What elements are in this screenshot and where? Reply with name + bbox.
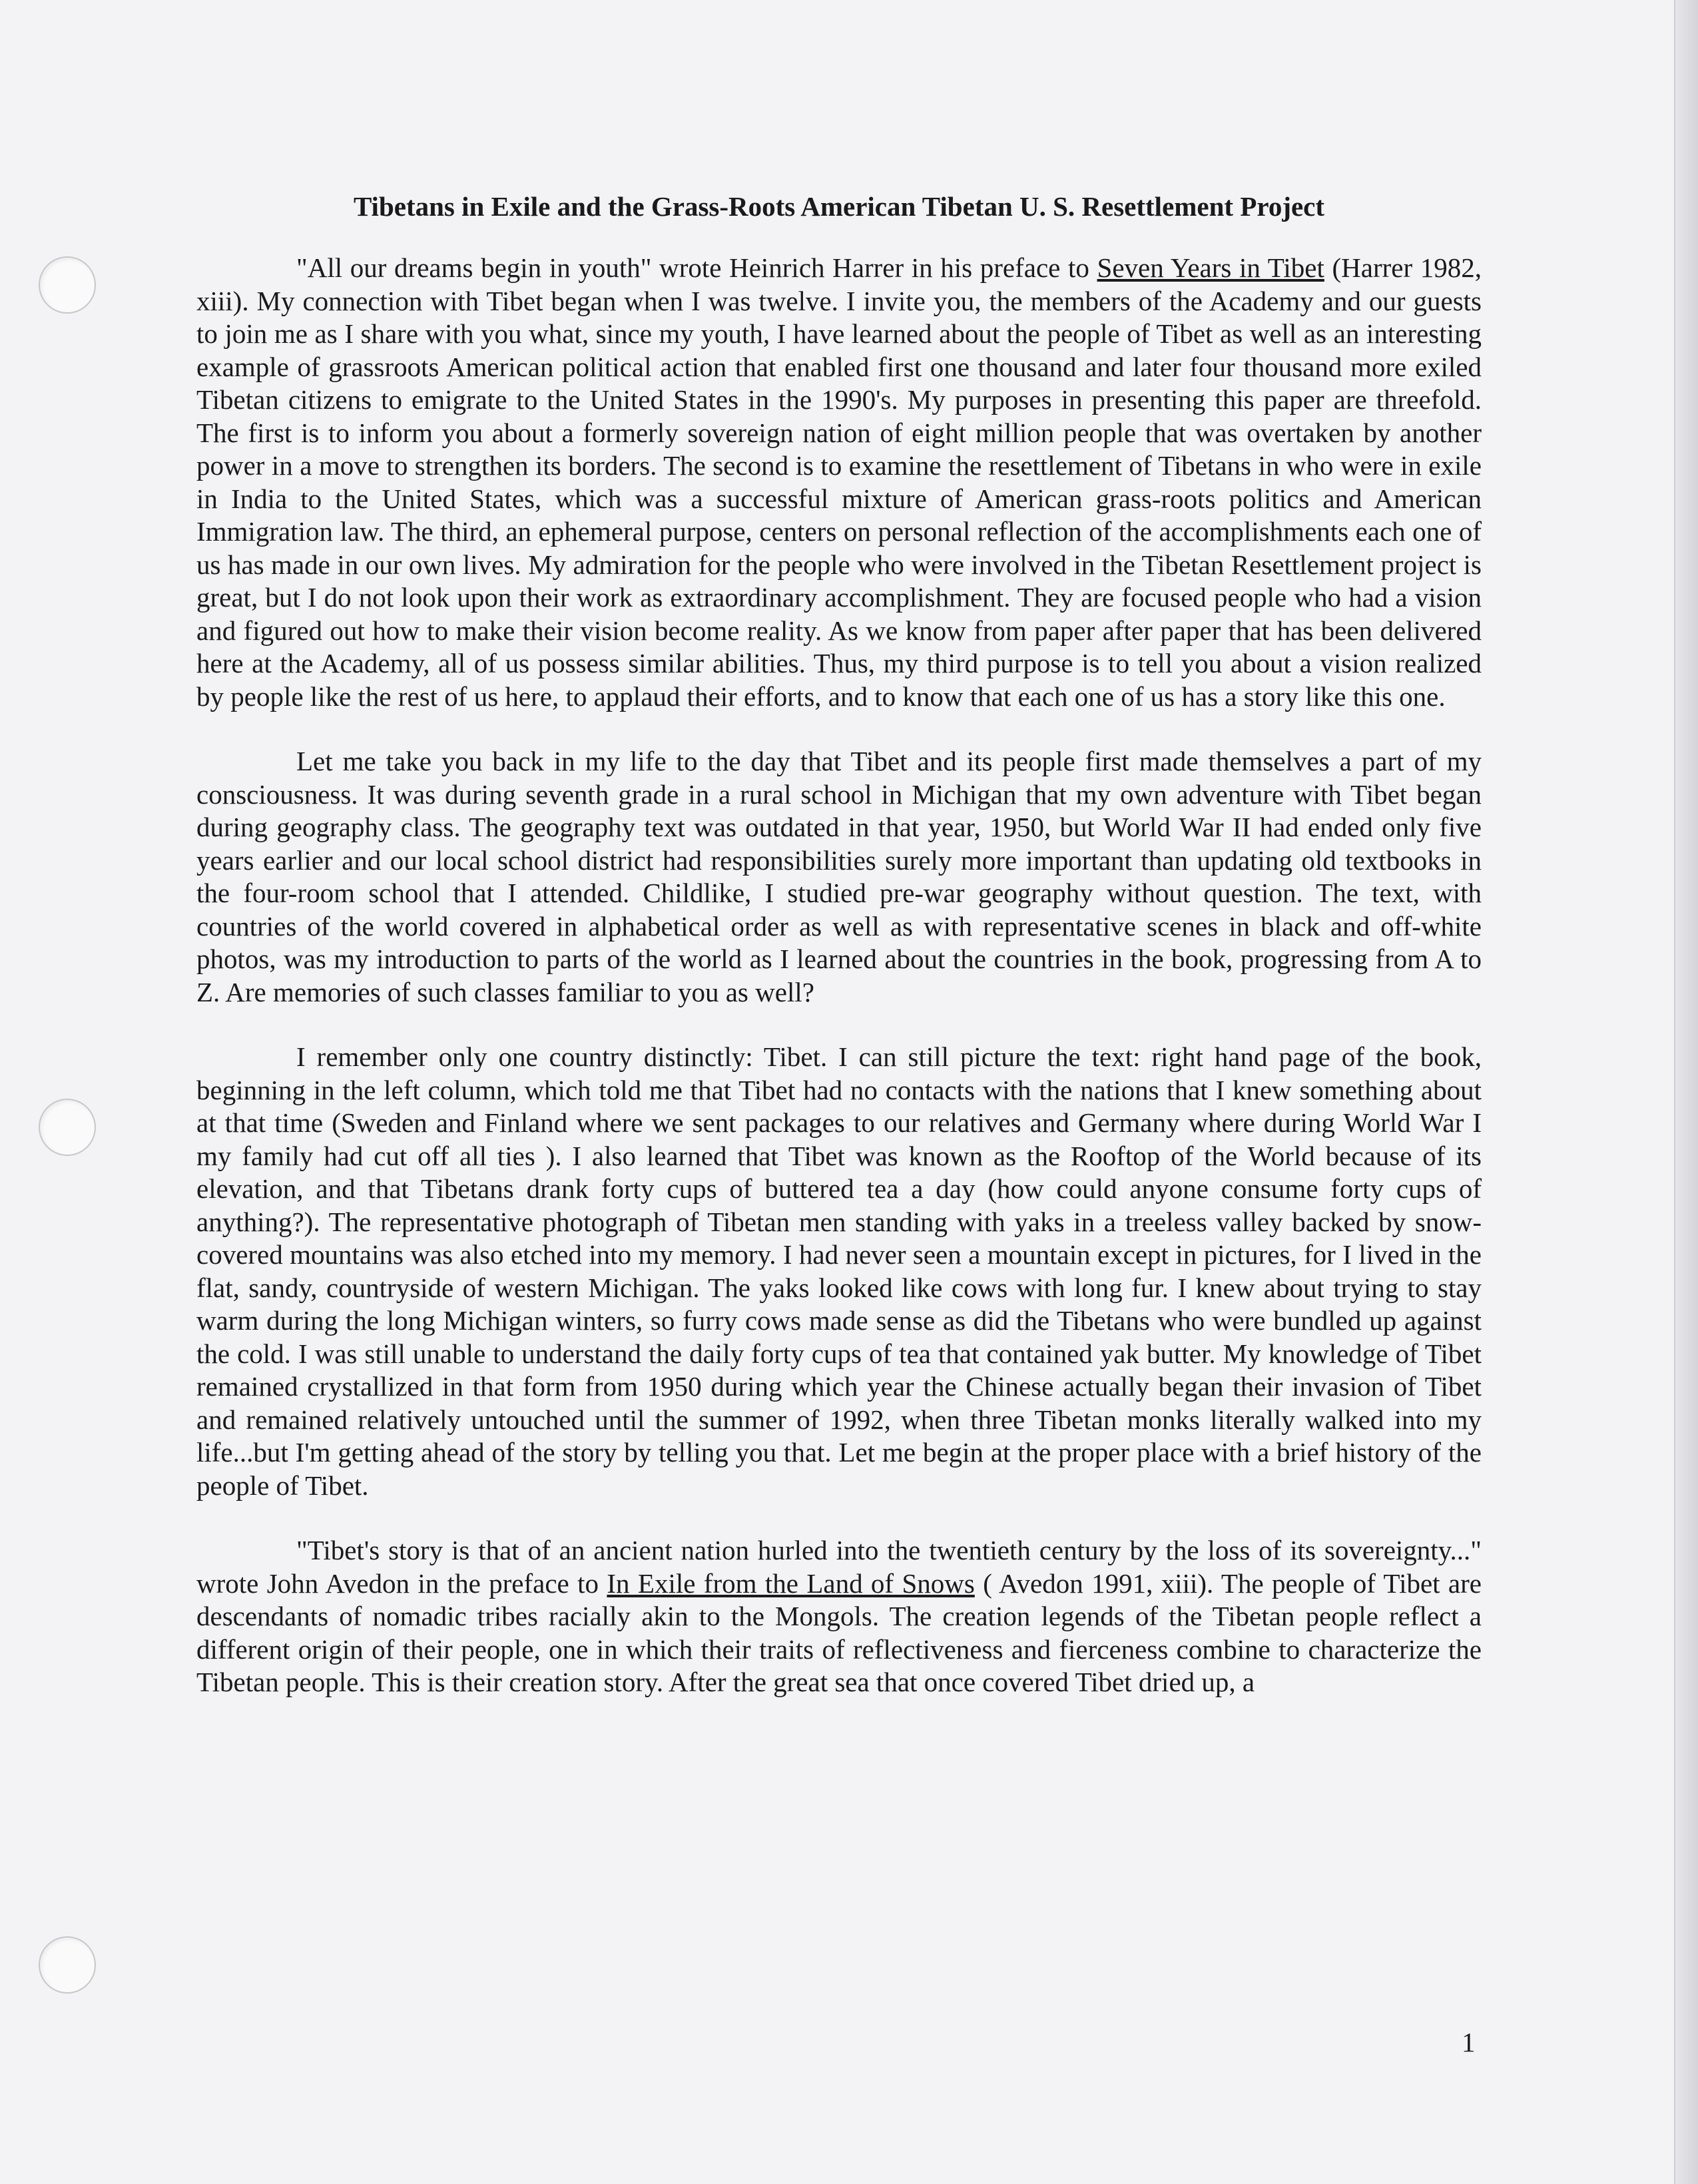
paragraph-4 [196,1534,1482,1699]
paragraph-4-text-a: "Tibet's story is that of an ancient nation hurled into the twentieth century by the loss of its sovereignty..." wrote John Avedon in the preface to [196,1535,1482,1599]
paragraph-1-text-b: (Harrer 1982, xiii). My connection with Tibet began when I was twelve. I invite you, the members of the Academy and our guests to join me as I share with you what, since my youth, I have learned about the people of Tibet as well as an interesting example of grassroots American political action that enabled first one thousand and later four thousand more exiled Tibetan citizens to emigrate to the United States in the 1990's. My purposes in presenting this paper are threefold. The first is to inform you about a formerly sovereign nation of eight million people that was overtaken by another power in a move to strengthen its borders. The second is to examine the resettlement of Tibetans in who were in exile in India to the United States, which was a successful mixture of American grass-roots politics and American Immigration law. The third, an ephemeral purpose, centers on personal reflection of the accomplishments each one of us has made in our own lives. My admiration for the people who were involved in the Tibetan Resettlement project is great, but I do not look upon their work as extraordinary accomplishment. They are focused people who had a vision and figured out how to make their vision become reality. As we know from paper after paper that has been delivered here at the Academy, all of us possess similar abilities. Thus, my third purpose is to tell you about a vision realized by people like the rest of us here, to applaud their efforts, and to know that each one of us has a story like this one. [196,252,1482,712]
punch-hole-bottom [39,1936,96,1994]
paragraph-2: Let me take you back in my life to the day that Tibet and its people first made themselves a part of my consciousness. It was during seventh grade in a rural school in Michigan that my own adventure with Tibet began during geography class. The geography text was outdated in that year, 1950, but World War II had ended only five years earlier and our local school district had responsibilities surely more important than updating old textbooks in the four-room school that I attended. Childlike, I studied pre-war geography without question. The text, with countries of the world covered in alphabetical order as well as with representative scenes in black and off-white photos, was my introduction to parts of the world as I learned about the countries in the book, progressing from A to Z. Are memories of such classes familiar to you as well? [196,746,1482,1007]
paragraph-3: I remember only one country distinctly: Tibet. I can still picture the text: right hand page of the book, beginning in the left column, which told me that Tibet had no contacts with the nations that I knew something about at that time (Sweden and Finland where we sent packages to our relatives and Germany where during World War I my family had cut off all ties ). I also learned that Tibet was known as the Rooftop of the World because of its elevation, and that Tibetans drank forty cups of buttered tea a day (how could anyone consume forty cups of anything?). The representative photograph of Tibetan men standing with yaks in a treeless valley backed by snow-covered mountains was also etched into my memory. I had never seen a mountain except in pictures, for I lived in the flat, sandy, countryside of western Michigan. The yaks looked like cows with long fur. I knew about trying to stay warm during the long Michigan winters, so furry cows made sense as did the Tibetans who were bundled up against the cold. I was still unable to understand the daily forty cups of tea that contained yak butter. My knowledge of Tibet remained crystallized in that form from 1950 during which year the Chinese actually began their invasion of Tibet and remained relatively untouched until the summer of 1992, when three Tibetan monks literally walked into my life...but I'm getting ahead of the story by telling you that. Let me begin at the proper place with a brief history of the people of Tibet. [196,1041,1482,1501]
book-title-in-exile-from-the-land-of-snows: In Exile from the Land of Snows [607,1567,975,1599]
page-number: 1 [1462,2027,1476,2057]
punch-hole-middle [39,1099,96,1156]
document-body [196,188,1482,1731]
document-title: Tibetans in Exile and the Grass-Roots American Tibetan U. S. Resettlement Project [353,191,1325,222]
paragraph-1-text-a: "All our dreams begin in youth" wrote Heinrich Harrer in his preface to [296,252,1097,283]
punch-hole-top [39,256,96,314]
paragraph-4-text-b: ( Avedon 1991, xiii). The people of Tibet are descendants of nomadic tribes racially akin to the Mongols. The creation legends of the Tibetan people reflect a different origin of their people, one in which their traits of reflectiveness and fierceness combine to characterize the Tibetan people. This is their creation story. After the great sea that once covered Tibet dried up, a [196,1567,1482,1697]
page-edge [1674,0,1698,2184]
paragraph-1 [196,252,1482,713]
book-title-seven-years-in-tibet: Seven Years in Tibet [1097,252,1324,283]
